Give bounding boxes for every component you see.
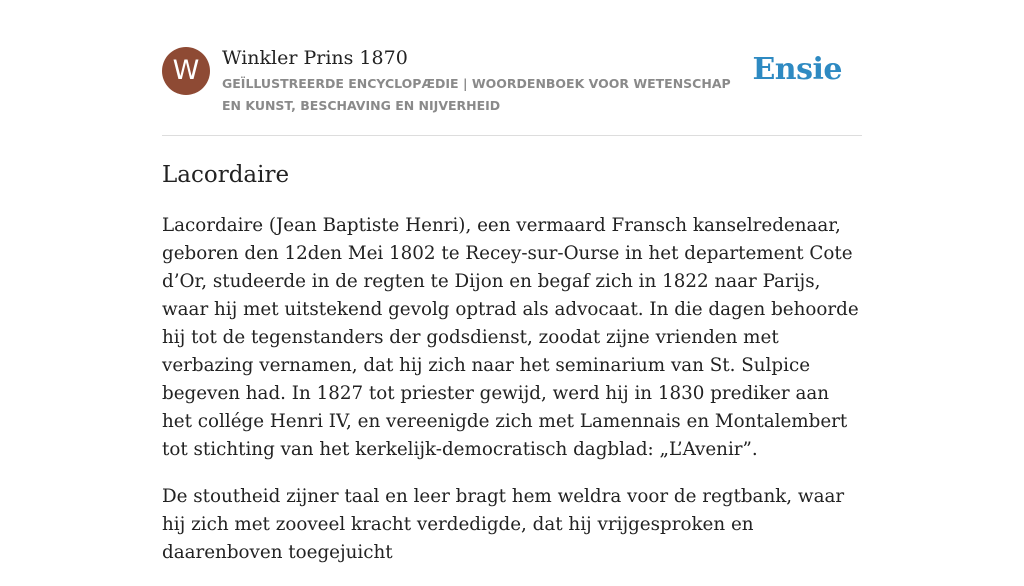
article-title: Lacordaire	[162, 162, 290, 188]
article-paragraph: Lacordaire (Jean Baptiste Henri), een vermaard Fransch kanselredenaar, geboren den 12den Mei 1802 te Recey-sur-Ourse in het departement Cote d’Or, studeerde in de regten te Dijon en begaf zich in 1822 naar Parijs, waar hij met uitstekend gevolg optrad als advocaat. In die dagen behoorde hij tot de tegenstanders der godsdienst, zoodat zijne vrienden met verbazing vernamen, dat hij zich naar het seminarium van St. Sulpice begeven had. In 1827 tot priester gewijd, werd hij in 1830 prediker aan het collége Henri IV, en vereenigde zich met Lamennais en Montalembert tot stichting van het kerkelijk-democratisch dagblad: „L’Avenir”.	[162, 215, 859, 460]
source-subtitle: GEÏLLUSTREERDE ENCYCLOPÆDIE | WOORDENBOEK VOOR WETENSCHAP EN KUNST, BESCHAVING EN NIJVERHEID	[222, 76, 731, 113]
ensie-logo[interactable]: Ensie	[752, 52, 842, 87]
source-avatar[interactable]: W	[162, 47, 210, 95]
page-header	[162, 44, 862, 136]
article-paragraph: De stoutheid zijner taal en leer bragt hem weldra voor de regtbank, waar hij zich met zooveel kracht verdedigde, dat hij vrijgesproken en daarenboven toegejuicht	[162, 486, 845, 563]
source-title[interactable]: Winkler Prins 1870	[222, 47, 408, 69]
article-body	[162, 212, 864, 586]
